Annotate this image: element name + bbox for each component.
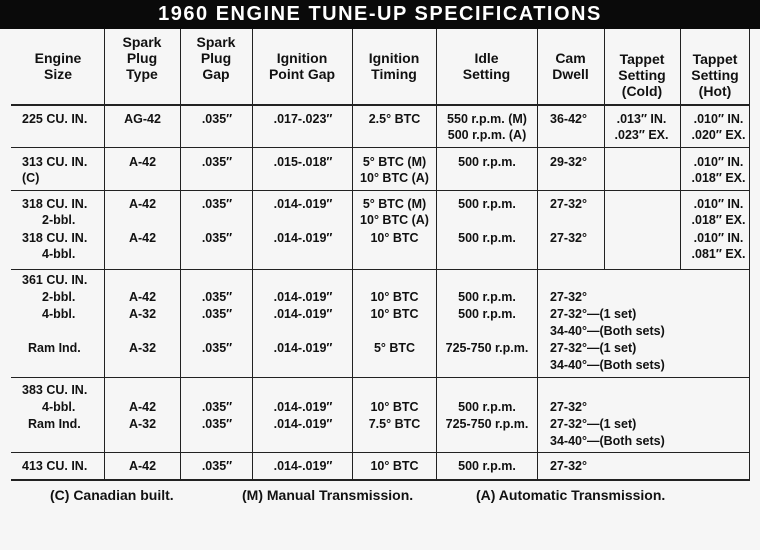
table-row-225-idle: 550 r.p.m. (M) 500 r.p.m. (A) — [447, 112, 527, 142]
table-row-225-engine: 225 CU. IN. — [22, 112, 88, 126]
table-row-318-2bbl-engine: 318 CU. IN. 2-bbl. — [22, 197, 88, 227]
footnote-manual: (M) Manual Transmission. — [242, 487, 414, 503]
table-row-318-2bbl-gap: .035″ — [201, 197, 233, 211]
table-bottom-rule — [11, 479, 750, 481]
table-row-413-type: A-42 — [128, 459, 157, 473]
table-row-318-4bbl-timing: 10° BTC — [370, 231, 419, 245]
table-row-313-type: A-42 — [128, 155, 157, 169]
table-row-225-hot: .010″ IN. .020″ EX. — [691, 112, 746, 142]
header-divider — [11, 104, 750, 106]
table-row-313-engine: 313 CU. IN. (C) — [22, 155, 88, 185]
table-row-361-gap: .035″ .035″ .035″ — [201, 290, 233, 355]
table-row-225-cold: .013″ IN. .023″ EX. — [614, 112, 669, 142]
row-divider — [11, 147, 750, 148]
table-row-313-timing: 5° BTC (M) 10° BTC (A) — [360, 155, 429, 185]
table-row-318-2bbl-type: A-42 — [128, 197, 157, 211]
table-row-318-4bbl-engine: 318 CU. IN. 4-bbl. — [22, 231, 88, 261]
table-row-383-engine: 383 CU. IN. 4-bbl. Ram Ind. — [22, 383, 88, 431]
table-row-361-idle: 500 r.p.m. 500 r.p.m. 725-750 r.p.m. — [445, 290, 529, 355]
row-divider — [11, 190, 750, 191]
table-row-413-idle: 500 r.p.m. — [458, 459, 516, 473]
header-engine-size: Engine Size — [34, 50, 82, 82]
table-row-318-2bbl-point: .014-.019″ — [273, 197, 333, 211]
table-row-383-timing: 10° BTC 7.5° BTC — [368, 400, 421, 431]
table-row-313-dwell: 29-32° — [550, 155, 587, 169]
table-row-318-2bbl-idle: 500 r.p.m. — [458, 197, 516, 211]
table-row-383-point: .014-.019″ .014-.019″ — [273, 400, 333, 431]
table-row-318-4bbl-hot: .010″ IN. .081″ EX. — [691, 231, 746, 261]
header-ignition-point-gap: Ignition Point Gap — [268, 50, 336, 82]
row-divider — [11, 452, 750, 453]
table-row-361-point: .014-.019″ .014-.019″ .014-.019″ — [273, 290, 333, 355]
table-row-225-gap: .035″ — [201, 112, 233, 126]
table-row-413-engine: 413 CU. IN. — [22, 459, 88, 473]
page-title: 1960 ENGINE TUNE-UP SPECIFICATIONS — [0, 0, 760, 29]
table-row-361-type: A-42 A-32 A-32 — [128, 290, 157, 355]
header-cam-dwell: Cam Dwell — [552, 50, 589, 82]
table-row-225-dwell: 36-42° — [550, 112, 587, 126]
table-row-413-gap: .035″ — [201, 459, 233, 473]
header-ignition-timing: Ignition Timing — [368, 50, 420, 82]
table-row-313-point: .015-.018″ — [273, 155, 333, 169]
table-row-318-4bbl-dwell: 27-32° — [550, 231, 587, 245]
table-row-313-idle: 500 r.p.m. — [458, 155, 516, 169]
table-row-225-type: AG-42 — [124, 112, 161, 126]
header-tappet-cold: Tappet Setting (Cold) — [618, 51, 666, 99]
table-row-225-timing: 2.5° BTC — [368, 112, 421, 126]
table-row-383-idle: 500 r.p.m. 725-750 r.p.m. — [445, 400, 529, 431]
table-row-318-4bbl-idle: 500 r.p.m. — [458, 231, 516, 245]
header-spark-plug-type: Spark Plug Type — [122, 34, 162, 82]
table-row-361-engine: 361 CU. IN. 2-bbl. 4-bbl. Ram Ind. — [22, 273, 88, 355]
table-row-413-point: .014-.019″ — [273, 459, 333, 473]
header-spark-plug-gap: Spark Plug Gap — [196, 34, 236, 82]
table-row-413-dwell: 27-32° — [550, 459, 587, 473]
table-row-361-dwell: 27-32° 27-32°—(1 set) 34-40°—(Both sets) 27-32°—(1 set) 34-40°—(Both sets) — [550, 290, 665, 372]
row-divider — [11, 269, 750, 270]
footnote-automatic: (A) Automatic Transmission. — [476, 487, 666, 503]
table-row-318-2bbl-timing: 5° BTC (M) 10° BTC (A) — [360, 197, 429, 227]
table-row-361-timing: 10° BTC 10° BTC 5° BTC — [370, 290, 419, 355]
table-row-318-4bbl-type: A-42 — [128, 231, 157, 245]
row-divider — [11, 377, 750, 378]
header-idle-setting: Idle Setting — [462, 50, 511, 82]
table-row-313-gap: .035″ — [201, 155, 233, 169]
column-divider — [537, 29, 538, 480]
table-row-383-dwell: 27-32° 27-32°—(1 set) 34-40°—(Both sets) — [550, 400, 665, 448]
table-row-318-4bbl-point: .014-.019″ — [273, 231, 333, 245]
table-row-383-type: A-42 A-32 — [128, 400, 157, 431]
table-row-318-2bbl-hot: .010″ IN. .018″ EX. — [691, 197, 746, 227]
table-row-383-gap: .035″ .035″ — [201, 400, 233, 431]
table-row-318-2bbl-dwell: 27-32° — [550, 197, 587, 211]
table-row-413-timing: 10° BTC — [370, 459, 419, 473]
table-row-318-4bbl-gap: .035″ — [201, 231, 233, 245]
header-tappet-hot: Tappet Setting (Hot) — [691, 51, 739, 99]
table-row-225-point: .017-.023″ — [273, 112, 333, 126]
table-row-313-hot: .010″ IN. .018″ EX. — [691, 155, 746, 185]
footnote-canadian: (C) Canadian built. — [50, 487, 174, 503]
